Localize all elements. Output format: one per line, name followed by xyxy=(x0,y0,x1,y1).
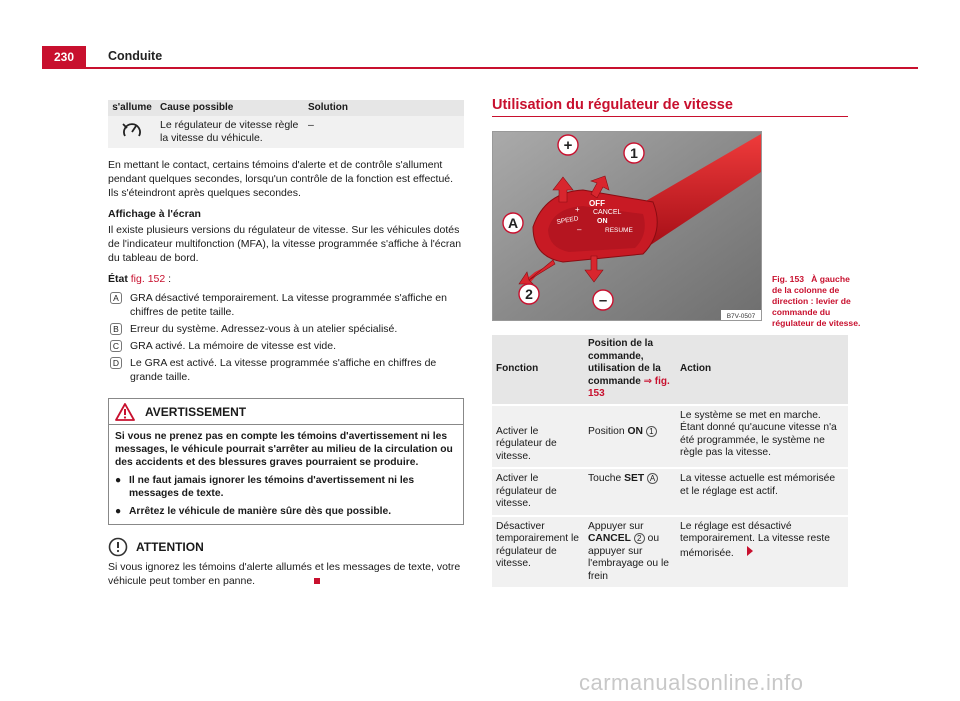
figure-caption xyxy=(772,274,862,329)
position-cell xyxy=(584,468,676,516)
list-item xyxy=(108,291,464,319)
table-row xyxy=(492,405,848,469)
state-suffix: : xyxy=(165,273,172,285)
warning-text: Si vous ne prenez pas en compte les témoins d'avertissement ni les messages, le véhicule pourrait s'arrêter au milieu de la circulation ou des accidents et des blessures graves pourraient se produire. xyxy=(115,431,453,468)
state-text: GRA activé. La mémoire de vitesse est vide. xyxy=(130,340,337,352)
pos-num-badge: A xyxy=(647,473,658,484)
pos-num-badge: 2 xyxy=(634,533,645,544)
cause-cell: Le régulateur de vitesse règle la vitesse du véhicule. xyxy=(156,116,304,148)
pos-pre: Position xyxy=(588,425,628,437)
warning-box xyxy=(108,398,464,525)
state-letter-badge: C xyxy=(110,340,122,352)
th-action: Action xyxy=(676,335,848,405)
left-column xyxy=(108,100,464,588)
position-cell xyxy=(584,516,676,588)
list-item xyxy=(108,322,464,336)
lever-resume-label: RESUME xyxy=(605,227,633,234)
pos-post: ou appuyer sur l'embrayage ou le frein xyxy=(588,533,669,582)
fig-152-link[interactable]: fig. 152 xyxy=(130,273,166,285)
figure-153 xyxy=(492,131,762,321)
caption-num: Fig. 153 xyxy=(772,274,804,284)
th-position-text: Position de la commande, utilisation de la commande xyxy=(588,338,661,387)
caption-text: À gauche de la colonne de direction : levier de commande du régulateur de vitesse. xyxy=(772,274,861,328)
header-rule xyxy=(42,67,918,69)
label-2: 2 xyxy=(525,286,533,302)
pos-pre: Touche xyxy=(588,473,625,484)
pos-key: ON xyxy=(627,425,643,437)
attention-text-content: Si vous ignorez les témoins d'alerte allumés et les messages de texte, votre véhicule peut tomber en panne. xyxy=(108,561,461,587)
lever-on-label: ON xyxy=(597,218,608,225)
attention-circle-icon xyxy=(108,537,128,557)
state-text: Le GRA est activé. La vitesse programmée s'affiche en chiffres de grande taille. xyxy=(130,357,437,383)
state-letter-badge: D xyxy=(110,357,122,369)
warning-lamp-table xyxy=(108,100,464,148)
warning-triangle-icon xyxy=(115,403,135,421)
lever-cancel-label: CANCEL xyxy=(593,209,622,216)
warning-bullet-text: Il ne faut jamais ignorer les témoins d'avertissement ni les messages de texte. xyxy=(129,475,415,499)
th-cause: Cause possible xyxy=(156,100,304,116)
state-line xyxy=(108,272,464,286)
attention-text xyxy=(108,560,464,588)
label-a: A xyxy=(507,215,519,231)
display-heading: Affichage à l'écran xyxy=(108,208,201,220)
intro-text: En mettant le contact, certains témoins d'alerte et de contrôle s'allument pendant quelques secondes, lorsqu'un contrôle de la fonction est effectué. Ils s'éteindront après quelques secondes. xyxy=(108,159,454,199)
section-title: Utilisation du régulateur de vitesse xyxy=(492,98,848,117)
pos-num-badge: 1 xyxy=(646,426,657,437)
lever-minus-label: – xyxy=(577,225,582,234)
end-marker xyxy=(314,578,320,584)
pos-pre: Appuyer sur xyxy=(588,520,644,532)
lever-plus-label: + xyxy=(575,205,580,214)
function-cell: Activer le régulateur de vitesse. xyxy=(492,405,584,469)
cruise-lever-illustration xyxy=(493,132,762,321)
display-text: Il existe plusieurs versions du régulateur de vitesse. Sur les véhicules dotés de l'indicateur multifonction (MFA), la vitesse programmée s'affiche à l'écran du tableau de bord. xyxy=(108,224,462,264)
bullet: ● xyxy=(115,475,122,486)
pos-key: SET xyxy=(624,473,645,484)
state-list xyxy=(108,291,464,384)
list-item xyxy=(108,339,464,353)
state-text: Erreur du système. Adressez-vous à un atelier spécialisé. xyxy=(130,323,398,335)
label-1: 1 xyxy=(630,145,638,161)
pos-key: CANCEL xyxy=(588,533,631,544)
th-solution: Solution xyxy=(304,100,464,116)
right-column xyxy=(492,97,861,587)
figure-wrap xyxy=(492,131,861,328)
function-cell: Désactiver temporairement le régulateur de vitesse. xyxy=(492,516,584,588)
figure-code: B7V-0507 xyxy=(726,313,756,320)
th-function: Fonction xyxy=(492,335,584,405)
state-label: État xyxy=(108,273,128,285)
cruise-operation-table xyxy=(492,335,848,587)
table-row xyxy=(108,116,464,148)
state-letter-badge: A xyxy=(110,292,122,304)
attention-block xyxy=(108,537,464,588)
attention-header xyxy=(108,537,464,557)
action-cell xyxy=(676,516,848,588)
position-cell xyxy=(584,405,676,469)
list-item xyxy=(108,356,464,384)
watermark: carmanualsonline.info xyxy=(579,670,804,695)
table-row xyxy=(492,468,848,516)
th-position xyxy=(584,335,676,405)
continue-arrow-icon xyxy=(747,546,753,556)
page-number: 230 xyxy=(42,46,86,68)
lamp-cell xyxy=(108,116,156,148)
lever-speed-label: SPEED xyxy=(556,215,580,226)
fig-153-link[interactable]: ⇒ fig. 153 xyxy=(588,375,670,399)
solution-cell: – xyxy=(304,116,464,148)
list-item xyxy=(115,505,457,518)
attention-title: ATTENTION xyxy=(136,540,204,554)
th-lights: s'allume xyxy=(108,100,156,116)
label-plus: + xyxy=(563,137,573,154)
warning-title: AVERTISSEMENT xyxy=(145,404,247,419)
state-letter-badge: B xyxy=(110,323,122,335)
bullet: ● xyxy=(115,506,122,517)
cruise-control-icon xyxy=(120,120,144,140)
warning-header xyxy=(109,399,463,425)
warning-body xyxy=(109,425,463,524)
warning-bullet-text: Arrêtez le véhicule de manière sûre dès que possible. xyxy=(129,506,392,517)
label-minus: – xyxy=(598,292,608,309)
lever-off-label: OFF xyxy=(589,199,605,208)
function-cell: Activer le régulateur de vitesse. xyxy=(492,468,584,516)
state-text: GRA désactivé temporairement. La vitesse programmée s'affiche en chiffres de petite taille. xyxy=(130,292,447,318)
list-item xyxy=(115,474,457,500)
page-title: Conduite xyxy=(108,49,163,63)
action-text: Le réglage est désactivé temporairement. La vitesse reste mémorisée. xyxy=(680,520,830,559)
action-cell: La vitesse actuelle est mémorisée et le réglage est actif. xyxy=(676,468,848,516)
table-row xyxy=(492,516,848,588)
action-cell: Le système se met en marche. Étant donné qu'aucune vitesse n'a été programmée, le système ne règle pas la vitesse. xyxy=(676,405,848,469)
